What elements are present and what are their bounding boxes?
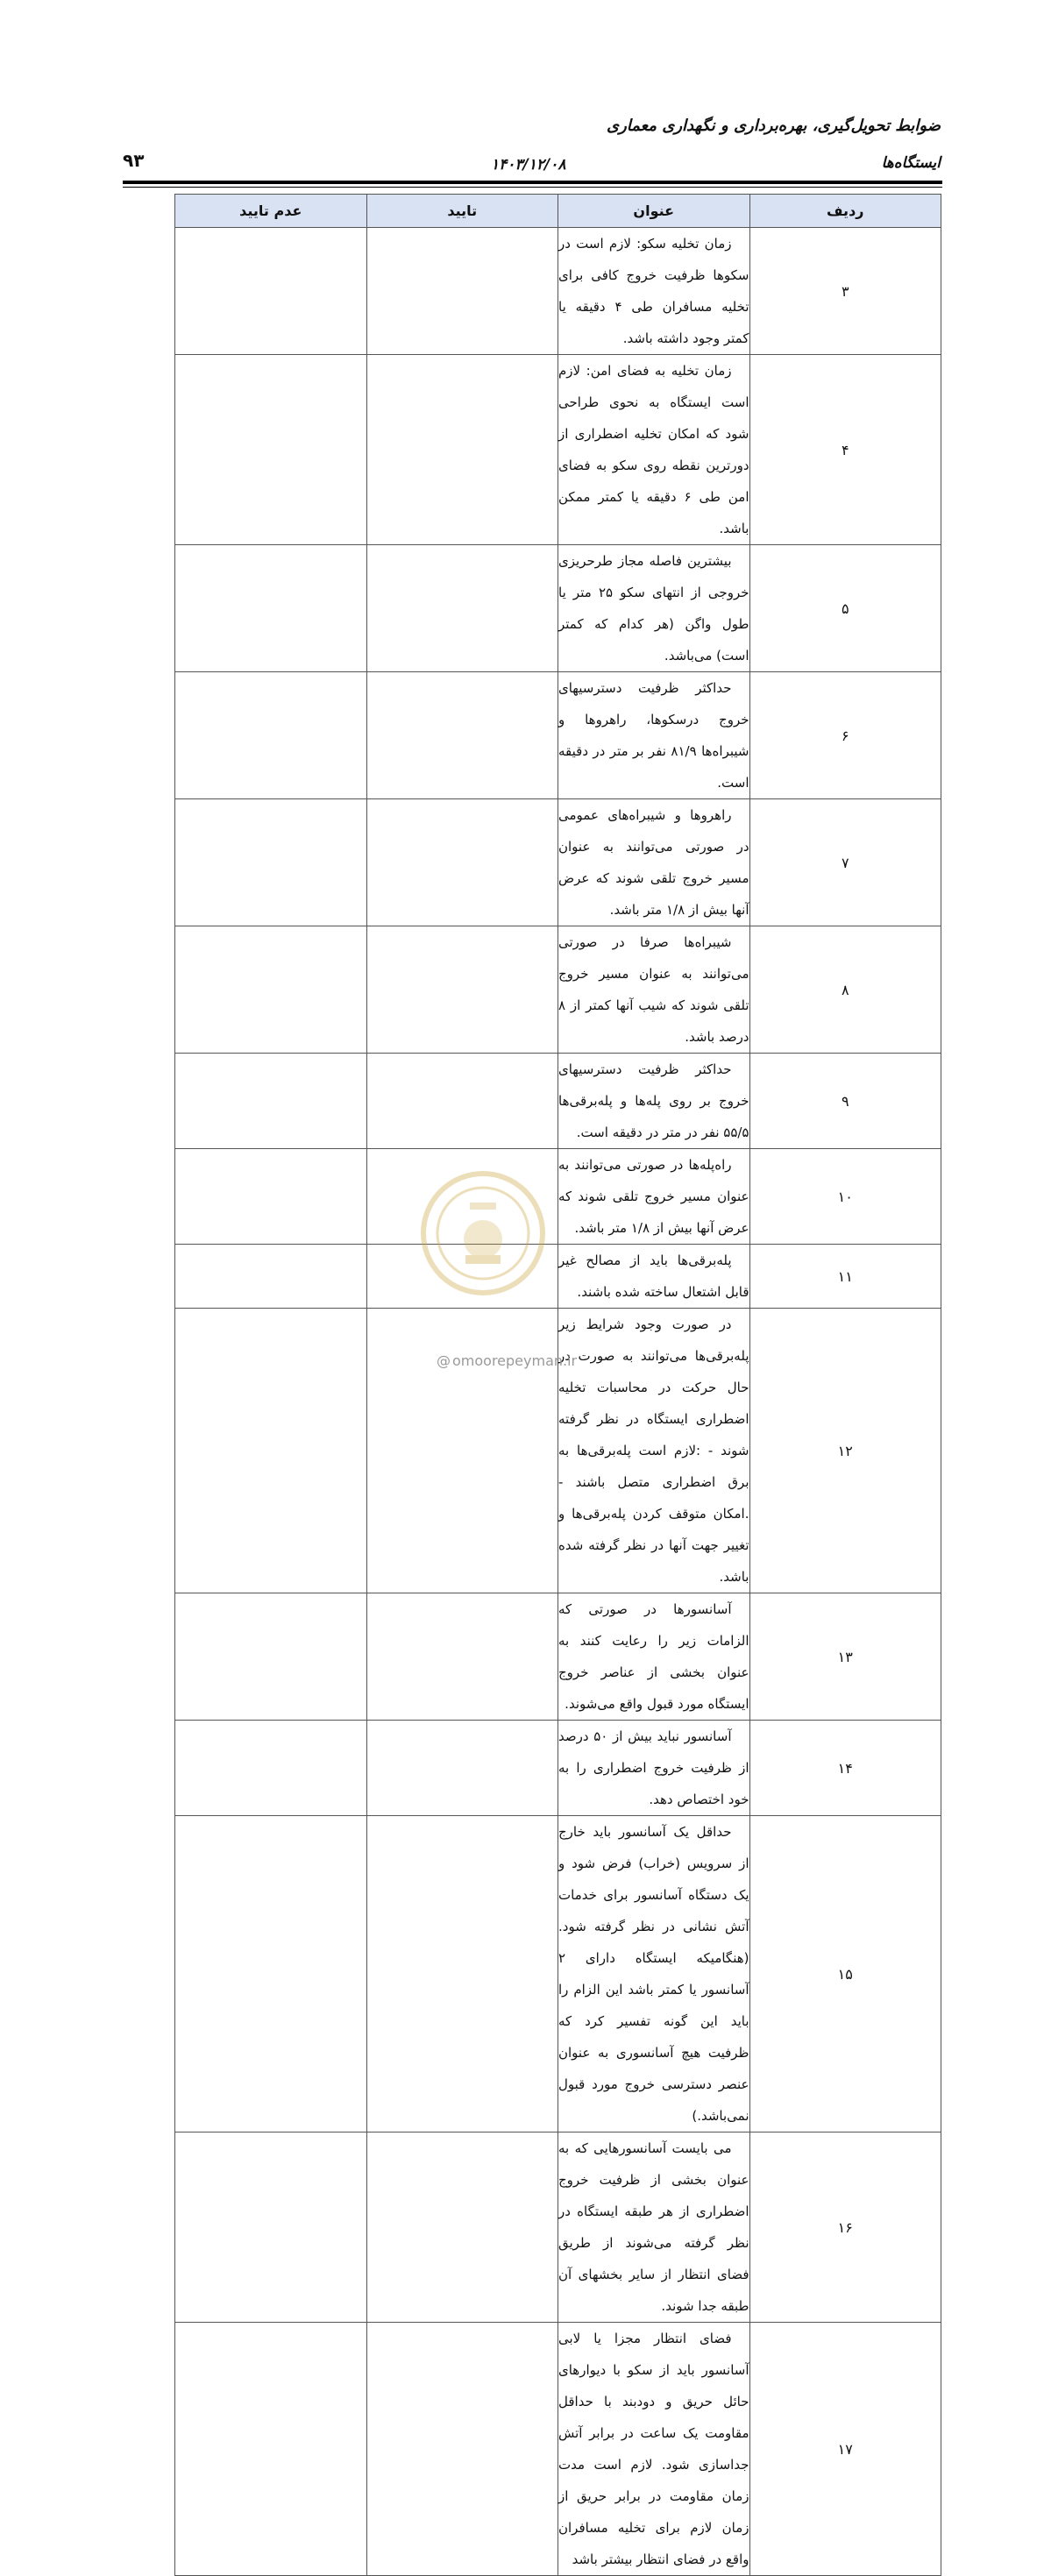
row-text: حداکثر ظرفیت دسترسیهای خروج بر روی پله‌ها و پله‌برقی‌ها ۵۵/۵ نفر در متر در دقیقه است.: [558, 1054, 750, 1149]
header-rule-thin: [123, 187, 942, 188]
reject-cell[interactable]: [175, 799, 367, 926]
row-number: ۱۳: [749, 1593, 941, 1721]
reject-cell[interactable]: [175, 2132, 367, 2323]
row-number: ۱۵: [749, 1816, 941, 2132]
row-number: ۱۴: [749, 1721, 941, 1816]
row-text: زمان تخلیه سکو: لازم است در سکوها ظرفیت خروج کافی برای تخلیه مسافران طی ۴ دقیقه یا کمتر وجود داشته باشد.: [558, 228, 750, 355]
approve-cell[interactable]: [366, 1721, 558, 1816]
row-number: ۳: [749, 228, 941, 355]
row-text: حداقل یک آسانسور باید خارج از سرویس (خراب) فرض شود و یک دستگاه آسانسور برای خدمات آتش نشانی در نظر گرفته شود. (هنگامیکه ایستگاه دارای ۲ آسانسور یا کمتر باشد این الزام را باید این گونه تفسیر کرد که ظرفیت هیچ آسانسوری به عنوان عنصر دسترسی خروج مورد قبول نمی‌باشد.): [558, 1816, 750, 2132]
row-text: شیبراه‌ها صرفا در صورتی می‌توانند به عنوان مسیر خروج تلقی شوند که شیب آنها کمتر از ۸ درصد باشد.: [558, 926, 750, 1054]
reject-cell[interactable]: [175, 1149, 367, 1245]
reject-cell[interactable]: [175, 355, 367, 545]
approve-cell[interactable]: [366, 2323, 558, 2576]
at-sign-icon: @: [437, 1352, 451, 1369]
website-text: omoorepeyman.ir: [452, 1352, 578, 1369]
header-approve: تایید: [366, 195, 558, 228]
row-text: آسانسورها در صورتی که الزامات زیر را رعایت کنند به عنوان بخشی از عناصر خروج ایستگاه مورد قبول واقع می‌شوند.: [558, 1593, 750, 1721]
table-row: [175, 926, 941, 1054]
row-text: راه‌پله‌ها در صورتی می‌توانند به عنوان مسیر خروج تلقی شوند که عرض آنها بیش از ۱/۸ متر باشد.: [558, 1149, 750, 1245]
row-number: ۱۶: [749, 2132, 941, 2323]
row-text: می بایست آسانسورهایی که به عنوان بخشی از ظرفیت خروج اضطراری از هر طبقه ایستگاه در نظر گرفته می‌شوند از طریق فضای انتظار از سایر بخشهای آن طبقه جدا شوند.: [558, 2132, 750, 2323]
row-number: ۱۲: [749, 1309, 941, 1593]
reject-cell[interactable]: [175, 1721, 367, 1816]
table-row: [175, 355, 941, 545]
section-name: ایستگاه‌ها: [881, 154, 941, 172]
approve-cell[interactable]: [366, 355, 558, 545]
row-number: ۷: [749, 799, 941, 926]
document-title: ضوابط تحویل‌گیری، بهره‌برداری و نگهداری معماری: [607, 117, 941, 135]
table-row: [175, 799, 941, 926]
row-text: بیشترین فاصله مجاز طرحریزی خروجی از انتهای سکو ۲۵ متر یا طول واگن (هر کدام که کمتر است) می‌باشد.: [558, 545, 750, 672]
row-number: ۵: [749, 545, 941, 672]
table-row: [175, 2323, 941, 2576]
table-row: [175, 545, 941, 672]
row-text: زمان تخلیه به فضای امن: لازم است ایستگاه به نحوی طراحی شود که امکان تخلیه اضطراری از دورترین نقطه روی سکو به فضای امن طی ۶ دقیقه یا کمتر ممکن باشد.: [558, 355, 750, 545]
row-text: حداکثر ظرفیت دسترسیهای خروج درسکوها، راهروها و شیبراه‌ها ۸۱/۹ نفر بر متر در دقیقه است.: [558, 672, 750, 799]
table-header-row: [175, 195, 941, 228]
row-text: راهروها و شیبراه‌های عمومی در صورتی می‌توانند به عنوان مسیر خروج تلقی شوند که عرض آنها بیش از ۱/۸ متر باشد.: [558, 799, 750, 926]
table-row: [175, 1721, 941, 1816]
approve-cell[interactable]: [366, 799, 558, 926]
reject-cell[interactable]: [175, 1245, 367, 1309]
page-number: ۹۳: [123, 150, 145, 171]
watermark-stamp: [417, 1167, 549, 1299]
row-number: ۸: [749, 926, 941, 1054]
reject-cell[interactable]: [175, 1593, 367, 1721]
reject-cell[interactable]: [175, 672, 367, 799]
approve-cell[interactable]: [366, 926, 558, 1054]
approve-cell[interactable]: [366, 672, 558, 799]
row-number: ۶: [749, 672, 941, 799]
row-text: پله‌برقی‌ها باید از مصالح غیر قابل اشتعال ساخته شده باشند.: [558, 1245, 750, 1309]
header-title: عنوان: [558, 195, 750, 228]
row-text: در صورت وجود شرایط زیر پله‌برقی‌ها می‌توانند به صورت در حال حرکت در محاسبات تخلیه اضطراری ایستگاه در نظر گرفته شوند - :لازم است پله‌برقی‌ها به برق اضطراری متصل باشند - .امکان متوقف کردن پله‌برقی‌ها و تغییر جهت آنها در نظر گرفته شده باشد.: [558, 1309, 750, 1593]
table-row: [175, 1054, 941, 1149]
table-row: [175, 1309, 941, 1593]
header-row-number: ردیف: [749, 195, 941, 228]
header-reject: عدم تایید: [175, 195, 367, 228]
reject-cell[interactable]: [175, 545, 367, 672]
reject-cell[interactable]: [175, 1816, 367, 2132]
row-number: ۴: [749, 355, 941, 545]
row-text: آسانسور نباید بیش از ۵۰ درصد از ظرفیت خروج اضطراری را به خود اختصاص دهد.: [558, 1721, 750, 1816]
reject-cell[interactable]: [175, 228, 367, 355]
table-row: [175, 2132, 941, 2323]
row-text: فضای انتظار مجزا یا لابی آسانسور باید از سکو با دیوارهای حائل حریق و دودبند با حداقل مقاومت یک ساعت در برابر آتش جداسازی شود. لازم است مدت زمان مقاومت در برابر حریق از زمان لازم برای تخلیه مسافران واقع در فضای انتظار بیشتر باشد: [558, 2323, 750, 2576]
table-row: [175, 1593, 941, 1721]
row-number: ۱۷: [749, 2323, 941, 2576]
approve-cell[interactable]: [366, 1593, 558, 1721]
approve-cell[interactable]: [366, 228, 558, 355]
reject-cell[interactable]: [175, 926, 367, 1054]
approve-cell[interactable]: [366, 1054, 558, 1149]
table-row: [175, 228, 941, 355]
table-row: [175, 1816, 941, 2132]
checklist-table: [174, 194, 941, 2576]
table-row: [175, 672, 941, 799]
reject-cell[interactable]: [175, 1054, 367, 1149]
approve-cell[interactable]: [366, 1816, 558, 2132]
document-date: ۱۴۰۳/۱۲/۰۸: [491, 156, 566, 174]
reject-cell[interactable]: [175, 2323, 367, 2576]
footer-website: [437, 1352, 577, 1369]
approve-cell[interactable]: [366, 545, 558, 672]
reject-cell[interactable]: [175, 1309, 367, 1593]
approve-cell[interactable]: [366, 1309, 558, 1593]
row-number: ۱۱: [749, 1245, 941, 1309]
table-row: [175, 1149, 941, 1245]
row-number: ۱۰: [749, 1149, 941, 1245]
approve-cell[interactable]: [366, 2132, 558, 2323]
row-number: ۹: [749, 1054, 941, 1149]
table-row: [175, 1245, 941, 1309]
header-rule: [123, 181, 942, 184]
